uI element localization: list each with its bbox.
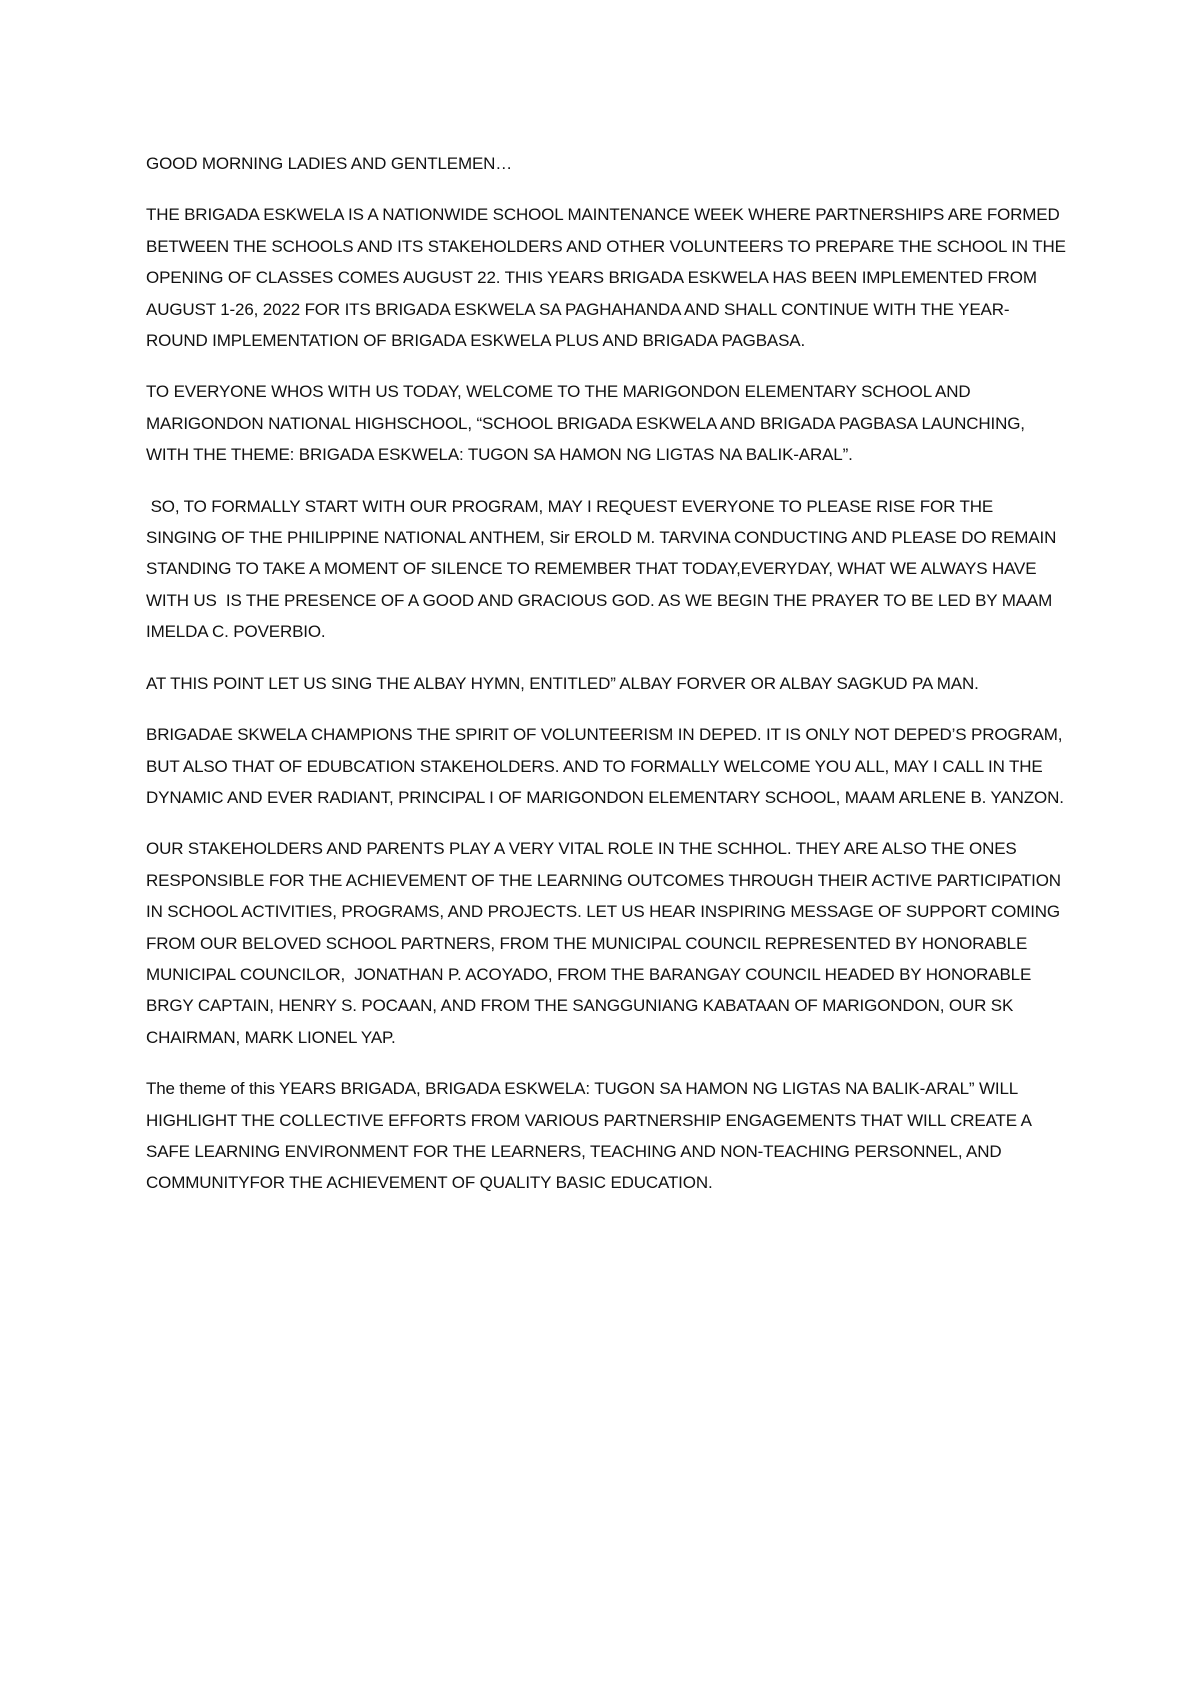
paragraph-stakeholders: OUR STAKEHOLDERS AND PARENTS PLAY A VERY VITAL ROLE IN THE SCHHOL. THEY ARE ALSO THE ONES RESPONSIBLE FOR THE ACHIEVEMENT OF THE LEARNING OUTCOMES THROUGH THEIR ACTIVE PARTICIPATION IN SCHOOL ACTIVITIES, PROGRAMS, AND PROJECTS. LET US HEAR INSPIRING MESSAGE OF SUPPORT COMING FROM OUR BELOVED SCHOOL PARTNERS, FROM THE MUNICIPAL COUNCIL REPRESENTED BY HONORABLE MUNICIPAL COUNCILOR, JONATHAN P. ACOYADO, FROM THE BARANGAY COUNCIL HEADED BY HONORABLE BRGY CAPTAIN, HENRY S. POCAAN, AND FROM THE SANGGUNIANG KABATAAN OF MARIGONDON, OUR SK CHAIRMAN, MARK LIONEL YAP. xyxy=(146,839,1066,1047)
paragraph-greeting: GOOD MORNING LADIES AND GENTLEMEN… xyxy=(146,154,513,173)
paragraph-welcome: TO EVERYONE WHOS WITH US TODAY, WELCOME TO THE MARIGONDON ELEMENTARY SCHOOL AND MARIGONDON NATIONAL HIGHSCHOOL, “SCHOOL BRIGADA ESKWELA AND BRIGADA PAGBASA LAUNCHING, WITH THE THEME: BRIGADA ESKWELA: TUGON SA HAMON NG LIGTAS NA BALIK-ARAL”. xyxy=(146,382,1030,465)
paragraph-theme: The theme of this YEARS BRIGADA, BRIGADA ESKWELA: TUGON SA HAMON NG LIGTAS NA BALIK-ARAL” WILL HIGHLIGHT THE COLLECTIVE EFFORTS FROM VARIOUS PARTNERSHIP ENGAGEMENTS THAT WILL CREATE A SAFE LEARNING ENVIRONMENT FOR THE LEARNERS, TEACHING AND NON-TEACHING PERSONNEL, AND COMMUNITYFOR THE ACHIEVEMENT OF QUALITY BASIC EDUCATION. xyxy=(146,1079,1036,1193)
paragraph-program-start: SO, TO FORMALLY START WITH OUR PROGRAM, MAY I REQUEST EVERYONE TO PLEASE RISE FOR THE SINGING OF THE PHILIPPINE NATIONAL ANTHEM, Sir EROLD M. TARVINA CONDUCTING AND PLEASE DO REMAIN STANDING TO TAKE A MOMENT OF SILENCE TO REMEMBER THAT TODAY,EVERYDAY, WHAT WE ALWAYS HAVE WITH US IS THE PRESENCE OF A GOOD AND GRACIOUS GOD. AS WE BEGIN THE PRAYER TO BE LED BY MAAM IMELDA C. POVERBIO. xyxy=(146,496,1061,642)
paragraph-albay-hymn: AT THIS POINT LET US SING THE ALBAY HYMN, ENTITLED” ALBAY FORVER OR ALBAY SAGKUD PA MAN. xyxy=(146,673,979,693)
paragraph-brigada-description: THE BRIGADA ESKWELA IS A NATIONWIDE SCHOOL MAINTENANCE WEEK WHERE PARTNERSHIPS ARE FORMED BETWEEN THE SCHOOLS AND ITS STAKEHOLDERS AND OTHER VOLUNTEERS TO PREPARE THE SCHOOL IN THE OPENING OF CLASSES COMES AUGUST 22. THIS YEARS BRIGADA ESKWELA HAS BEEN IMPLEMENTED FROM AUGUST 1-26, 2022 FOR ITS BRIGADA ESKWELA SA PAGHAHANDA AND SHALL CONTINUE WITH THE YEAR-ROUND IMPLEMENTATION OF BRIGADA ESKWELA PLUS AND BRIGADA PAGBASA. xyxy=(146,205,1071,351)
document-body xyxy=(146,148,1071,1219)
paragraph-principal-welcome: BRIGADAE SKWELA CHAMPIONS THE SPIRIT OF VOLUNTEERISM IN DEPED. IT IS ONLY NOT DEPED’S PROGRAM, BUT ALSO THAT OF EDUBCATION STAKEHOLDERS. AND TO FORMALLY WELCOME YOU ALL, MAY I CALL IN THE DYNAMIC AND EVER RADIANT, PRINCIPAL I OF MARIGONDON ELEMENTARY SCHOOL, MAAM ARLENE B. YANZON. xyxy=(146,725,1067,807)
